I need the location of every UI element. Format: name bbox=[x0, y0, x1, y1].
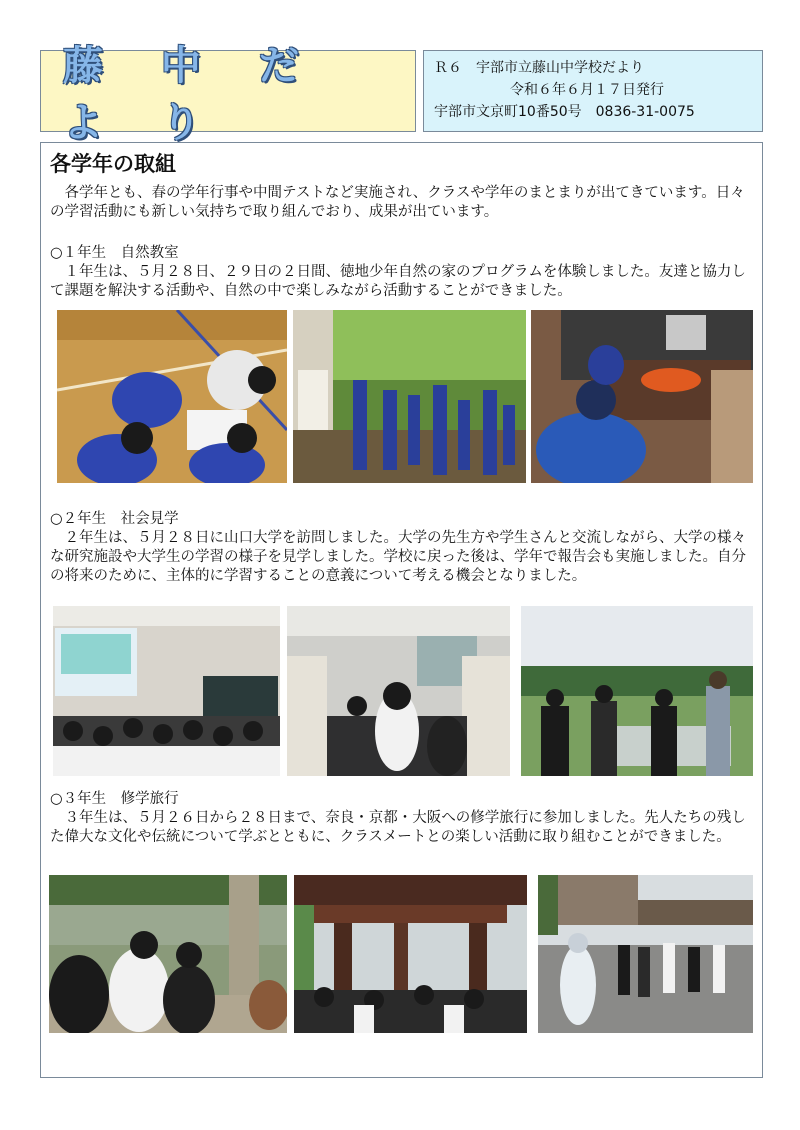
grade1-photo-forest-group bbox=[293, 310, 526, 483]
publication-info-box bbox=[423, 50, 763, 132]
grade2-photo-laboratory bbox=[287, 606, 510, 776]
newsletter-title-box bbox=[40, 43, 416, 146]
address-phone-line: 宇部市文京町10番50号 0836-31-0075 bbox=[434, 104, 695, 120]
grade1-title: ○１年生 自然教室 bbox=[50, 245, 179, 261]
intro-paragraph: 各学年とも、春の学年行事や中間テストなど実施され、クラスや学年のまとまりが出てきています。日々の学習活動にも新しい気持ちで取り組んでおり、成果が出ています。 bbox=[50, 185, 745, 220]
grade2-photo-lecture-room bbox=[53, 606, 280, 776]
issue-date-line: 令和６年６月１７日発行 bbox=[510, 82, 664, 98]
grade2-text: ２年生は、５月２８日に山口大学を訪問しました。大学の先生方や学生さんと交流しながら、大学の様々な研究施設や大学生の学習の様子を見学しました。学校に戻った後は、学年で報告会も実施しました。自分の将来のために、主体的に学習することの意義について考える機会となりました。 bbox=[50, 530, 746, 584]
grade2-title: ○２年生 社会見学 bbox=[50, 511, 179, 527]
school-name-line: Ｒ６ 宇部市立藤山中学校だより bbox=[434, 60, 644, 76]
grade3-title: ○３年生 修学旅行 bbox=[50, 791, 179, 807]
newsletter-title: 藤 中 だ よ り bbox=[63, 43, 321, 146]
grade3-photo-nara-park bbox=[49, 875, 287, 1033]
grade2-photo-rice-field bbox=[521, 606, 753, 776]
grade3-photo-rainy-plaza bbox=[538, 875, 753, 1033]
grade1-photo-cooking bbox=[531, 310, 753, 483]
grade1-text: １年生は、５月２８日、２９日の２日間、徳地少年自然の家のプログラムを体験しました。友達と協力して課題を解決する活動や、自然の中で楽しみながら活動することができました。 bbox=[50, 264, 746, 299]
grade3-photo-temple-gate bbox=[294, 875, 527, 1033]
grade3-text: ３年生は、５月２６日から２８日まで、奈良・京都・大阪への修学旅行に参加しました。先人たちの残した偉大な文化や伝統について学ぶとともに、クラスメートとの楽しい活動に取り組むことができました。 bbox=[50, 810, 746, 845]
section-heading: 各学年の取組 bbox=[50, 152, 176, 176]
grade1-photo-gym-activity bbox=[57, 310, 287, 483]
